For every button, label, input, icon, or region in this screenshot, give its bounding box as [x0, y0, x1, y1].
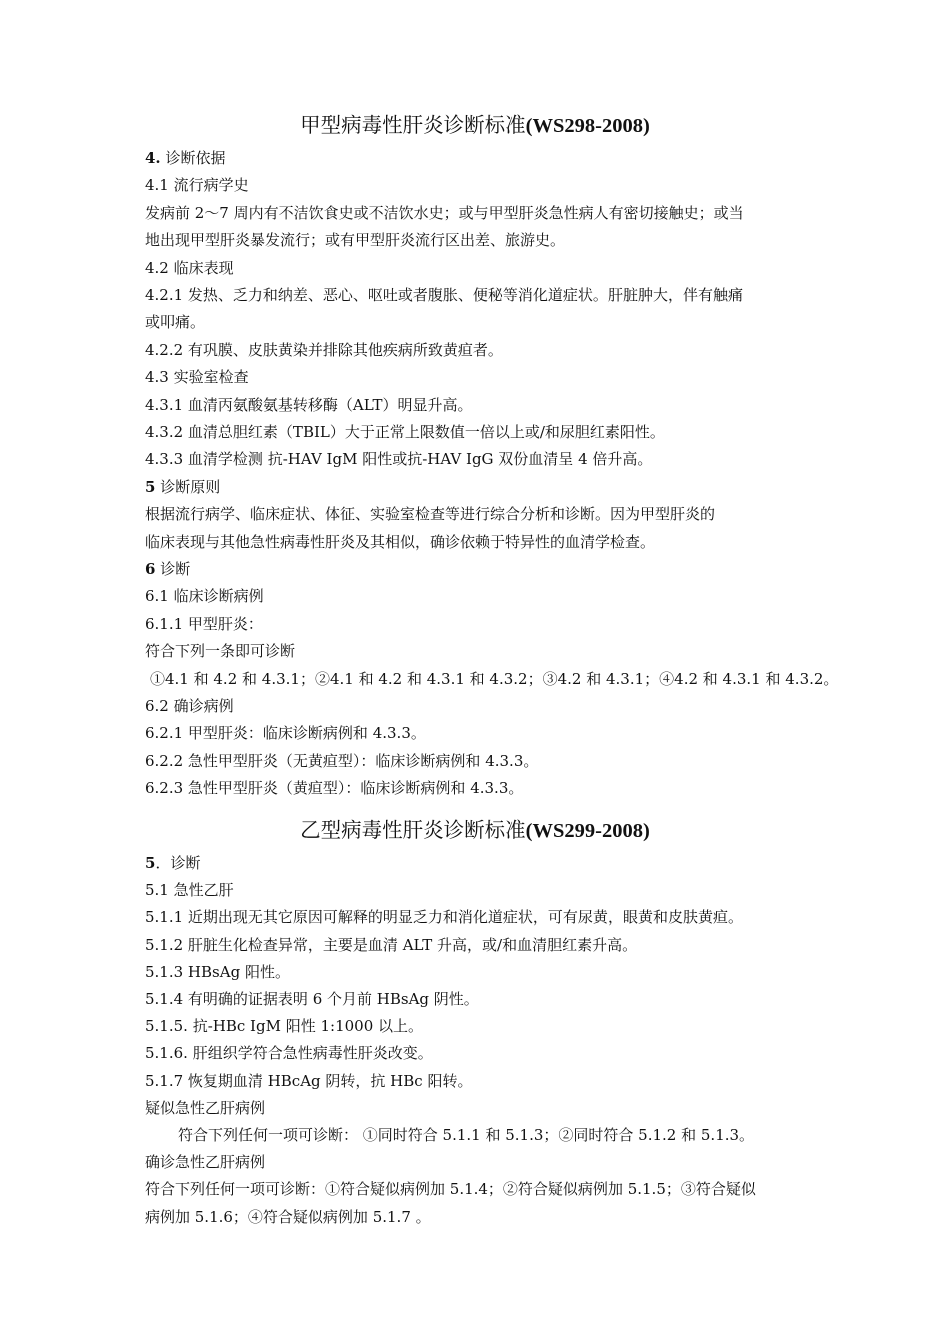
text-line — [145, 1016, 423, 1036]
section-number: 6 — [145, 560, 156, 578]
line-text: 5.1.3 HBsAg 阳性。 — [145, 962, 290, 981]
line-text: 5.1.2 肝脏生化检查异常，主要是血清 ALT 升高，或/和血清胆红素升高。 — [145, 935, 638, 954]
line-text: 4.2.2 有巩膜、皮肤黄染并排除其他疾病所致黄疸者。 — [145, 340, 503, 359]
line-text: 符合下列任何一项可诊断：①符合疑似病例加 5.1.4；②符合疑似病例加 5.1.5；③符合疑似 — [145, 1180, 756, 1199]
section-a-title-code: (WS298-2008) — [525, 115, 650, 137]
text-line — [145, 723, 426, 743]
line-text: 4.3.1 血清丙氨酸氨基转移酶（ALT）明显升高。 — [145, 395, 473, 414]
line-text: 地出现甲型肝炎暴发流行；或有甲型肝炎流行区出差、旅游史。 — [145, 231, 566, 250]
text-line — [145, 1179, 756, 1199]
line-text: 符合下列一条即可诊断 — [145, 642, 296, 661]
section-a-title-text: 甲型病毒性肝炎诊断标准 — [300, 113, 526, 137]
text-line — [145, 962, 290, 982]
line-text: 5.1.1 近期出现无其它原因可解释的明显乏力和消化道症状，可有尿黄，眼黄和皮肤黄疸。 — [145, 908, 743, 927]
text-line — [145, 175, 249, 195]
line-text: 6.2.2 急性甲型肝炎（无黄疸型）：临床诊断病例和 4.3.3。 — [145, 751, 539, 770]
text-line — [145, 285, 743, 305]
section-b-title-text: 乙型病毒性肝炎诊断标准 — [300, 818, 526, 842]
text-line — [145, 559, 190, 579]
text-line — [145, 203, 744, 223]
text-line — [145, 340, 503, 360]
line-text: 5.1.5. 抗-HBc IgM 阳性 1:1000 以上。 — [145, 1017, 424, 1036]
line-text: 6.2.3 急性甲型肝炎（黄疸型）：临床诊断病例和 4.3.3。 — [145, 779, 524, 798]
text-line — [145, 1071, 472, 1091]
section-number: 4. — [145, 149, 161, 167]
line-text: 5.1 急性乙肝 — [145, 881, 234, 900]
text-line — [145, 907, 743, 927]
line-text: 病例加 5.1.6；④符合疑似病例加 5.1.7 。 — [145, 1207, 431, 1226]
line-text: 临床表现与其他急性病毒性肝炎及其相似，确诊依赖于特异性的血清学检查。 — [145, 532, 656, 551]
text-line — [145, 422, 665, 442]
text-line — [145, 230, 565, 250]
text-line — [145, 504, 715, 524]
text-line — [145, 258, 234, 278]
line-text: ．诊断 — [155, 854, 201, 872]
text-line — [145, 696, 234, 716]
line-text: 诊断原则 — [155, 477, 221, 496]
line-text: 5.1.6. 肝组织学符合急性病毒性肝炎改变。 — [145, 1044, 433, 1063]
section-number: 5 — [145, 477, 156, 496]
text-line — [145, 989, 479, 1009]
line-text: 6.1 临床诊断病例 — [145, 587, 264, 606]
text-line — [145, 853, 200, 873]
line-text: 符合下列任何一项可诊断： ①同时符合 5.1.1 和 5.1.3；②同时符合 5.1.2 和 5.1.3。 — [178, 1126, 755, 1144]
line-text: 4.2.1 发热、乏力和纳差、恶心、呕吐或者腹胀、便秘等消化道症状。肝脏肿大，伴有触痛 — [145, 286, 743, 304]
line-text: 5.1.7 恢复期血清 HBcAg 阴转，抗 HBc 阳转。 — [145, 1071, 473, 1090]
text-line — [145, 1207, 431, 1227]
line-text: ①4.1 和 4.2 和 4.3.1；②4.1 和 4.2 和 4.3.1 和 4.3.2；③4.2 和 4.3.1；④4.2 和 4.3.1 和 4.3.2。 — [150, 669, 839, 688]
text-line — [145, 312, 205, 332]
text-line — [145, 778, 523, 798]
section-b-title-code: (WS299-2008) — [525, 820, 650, 842]
section-b-title — [0, 817, 950, 844]
text-line — [145, 1152, 265, 1172]
text-line — [145, 148, 225, 168]
line-text: 5.1.4 有明确的证据表明 6 个月前 HBsAg 阴性。 — [145, 990, 479, 1008]
line-text: 4.1 流行病学史 — [145, 176, 249, 195]
text-line — [145, 477, 220, 497]
line-text: 诊断依据 — [160, 149, 226, 167]
line-text: 根据流行病学、临床症状、体征、实验室检查等进行综合分析和诊断。因为甲型肝炎的 — [145, 505, 716, 524]
line-text: 4.3.2 血清总胆红素（TBIL）大于正常上限数值一倍以上或/和尿胆红素阳性。 — [145, 423, 665, 441]
line-text: 6.2.1 甲型肝炎：临床诊断病例和 4.3.3。 — [145, 724, 426, 743]
text-line — [145, 751, 538, 771]
section-number: 5 — [145, 854, 156, 872]
text-line — [150, 669, 838, 689]
line-text: 或叩痛。 — [145, 313, 206, 332]
section-a-title — [0, 112, 950, 139]
line-text: 6.2 确诊病例 — [145, 697, 234, 715]
text-line — [145, 367, 249, 387]
text-line — [145, 880, 234, 900]
line-text: 4.3.3 血清学检测 抗-HAV IgM 阳性或抗-HAV IgG 双份血清呈 4 倍升高。 — [145, 450, 653, 469]
text-line — [178, 1125, 754, 1145]
line-text: 确诊急性乙肝病例 — [145, 1153, 266, 1172]
text-line — [145, 586, 264, 606]
line-text: 发病前 2～7 周内有不洁饮食史或不洁饮水史；或与甲型肝炎急性病人有密切接触史；或当 — [145, 203, 744, 222]
text-line — [145, 449, 652, 469]
text-line — [145, 614, 263, 634]
text-line — [145, 395, 473, 415]
line-text: 疑似急性乙肝病例 — [145, 1098, 266, 1117]
text-line — [145, 641, 295, 661]
text-line — [145, 1098, 265, 1118]
text-line — [145, 532, 655, 552]
line-text: 6.1.1 甲型肝炎： — [145, 614, 263, 633]
line-text: 4.2 临床表现 — [145, 258, 234, 277]
text-line — [145, 935, 637, 955]
line-text: 4.3 实验室检查 — [145, 368, 249, 387]
text-line — [145, 1043, 433, 1063]
line-text: 诊断 — [155, 560, 191, 578]
